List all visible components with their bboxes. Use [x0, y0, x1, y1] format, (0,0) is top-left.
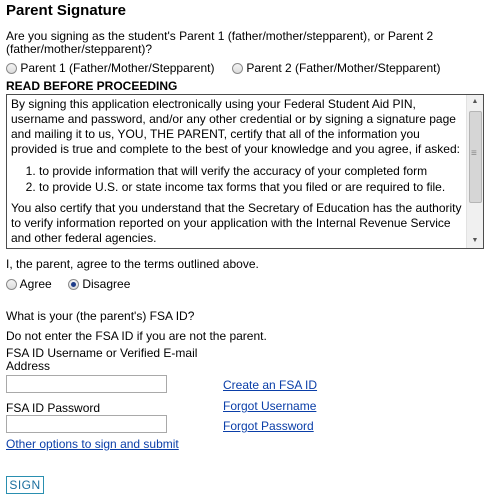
disagree-label: Disagree	[82, 277, 131, 291]
scroll-thumb[interactable]	[469, 111, 482, 203]
parent-1-radio[interactable]	[6, 63, 17, 74]
agree-radio[interactable]	[6, 279, 17, 290]
terms-intro: By signing this application electronically using your Federal Student Aid PIN, username and password, and/or any other credential or by signing a signature page and mailing it to us, YOU, THE PARENT, certify that all of the information you provided is true and complete to the best of your knowledge and you agree, if asked:	[11, 97, 460, 156]
agree-label: Agree	[19, 277, 52, 291]
forgot-password-link[interactable]: Forgot Password	[223, 419, 314, 433]
scroll-up-arrow-icon[interactable]: ▲	[471, 98, 479, 105]
terms-scrollbar[interactable]	[466, 95, 483, 248]
create-fsa-id-link[interactable]: Create an FSA ID	[223, 378, 318, 392]
parent-question: Are you signing as the student's Parent 1 (father/mother/stepparent), or Parent 2 (father/mother/stepparent)?	[6, 29, 434, 56]
terms-box[interactable]	[6, 94, 484, 249]
parent-1-option[interactable]	[6, 61, 214, 75]
terms-list	[11, 163, 466, 195]
sign-button[interactable]: SIGN	[6, 476, 44, 494]
parent-2-option[interactable]	[232, 61, 440, 75]
parent-2-radio[interactable]	[232, 63, 243, 74]
terms-item: 1. to provide information that will verify the accuracy of your completed form	[39, 163, 466, 179]
other-options-link[interactable]: Other options to sign and submit	[6, 437, 179, 451]
scroll-down-arrow-icon[interactable]: ▼	[471, 237, 479, 244]
username-label: FSA ID Username or Verified E-mail Address	[6, 346, 198, 373]
terms-heading: READ BEFORE PROCEEDING	[6, 79, 178, 93]
password-input[interactable]	[6, 415, 167, 433]
terms-outro: You also certify that you understand that the Secretary of Education has the authority to verify information reported on your application with the Internal Revenue Service and other federal agencies.	[11, 201, 462, 245]
fsa-notice: Do not enter the FSA ID if you are not the parent.	[6, 329, 267, 343]
disagree-option[interactable]	[68, 277, 130, 291]
disagree-radio[interactable]	[68, 279, 79, 290]
parent-1-label: Parent 1 (Father/Mother/Stepparent)	[20, 61, 215, 75]
username-input[interactable]	[6, 375, 167, 393]
agree-option[interactable]	[6, 277, 52, 291]
terms-item: 2. to provide U.S. or state income tax forms that you filed or are required to file.	[39, 179, 466, 195]
page-title: Parent Signature	[6, 2, 127, 19]
terms-text	[11, 97, 466, 246]
fsa-question: What is your (the parent's) FSA ID?	[6, 309, 195, 323]
forgot-username-link[interactable]: Forgot Username	[223, 399, 317, 413]
password-label: FSA ID Password	[6, 401, 101, 415]
agree-prompt: I, the parent, agree to the terms outlined above.	[6, 257, 259, 271]
parent-2-label: Parent 2 (Father/Mother/Stepparent)	[246, 61, 441, 75]
